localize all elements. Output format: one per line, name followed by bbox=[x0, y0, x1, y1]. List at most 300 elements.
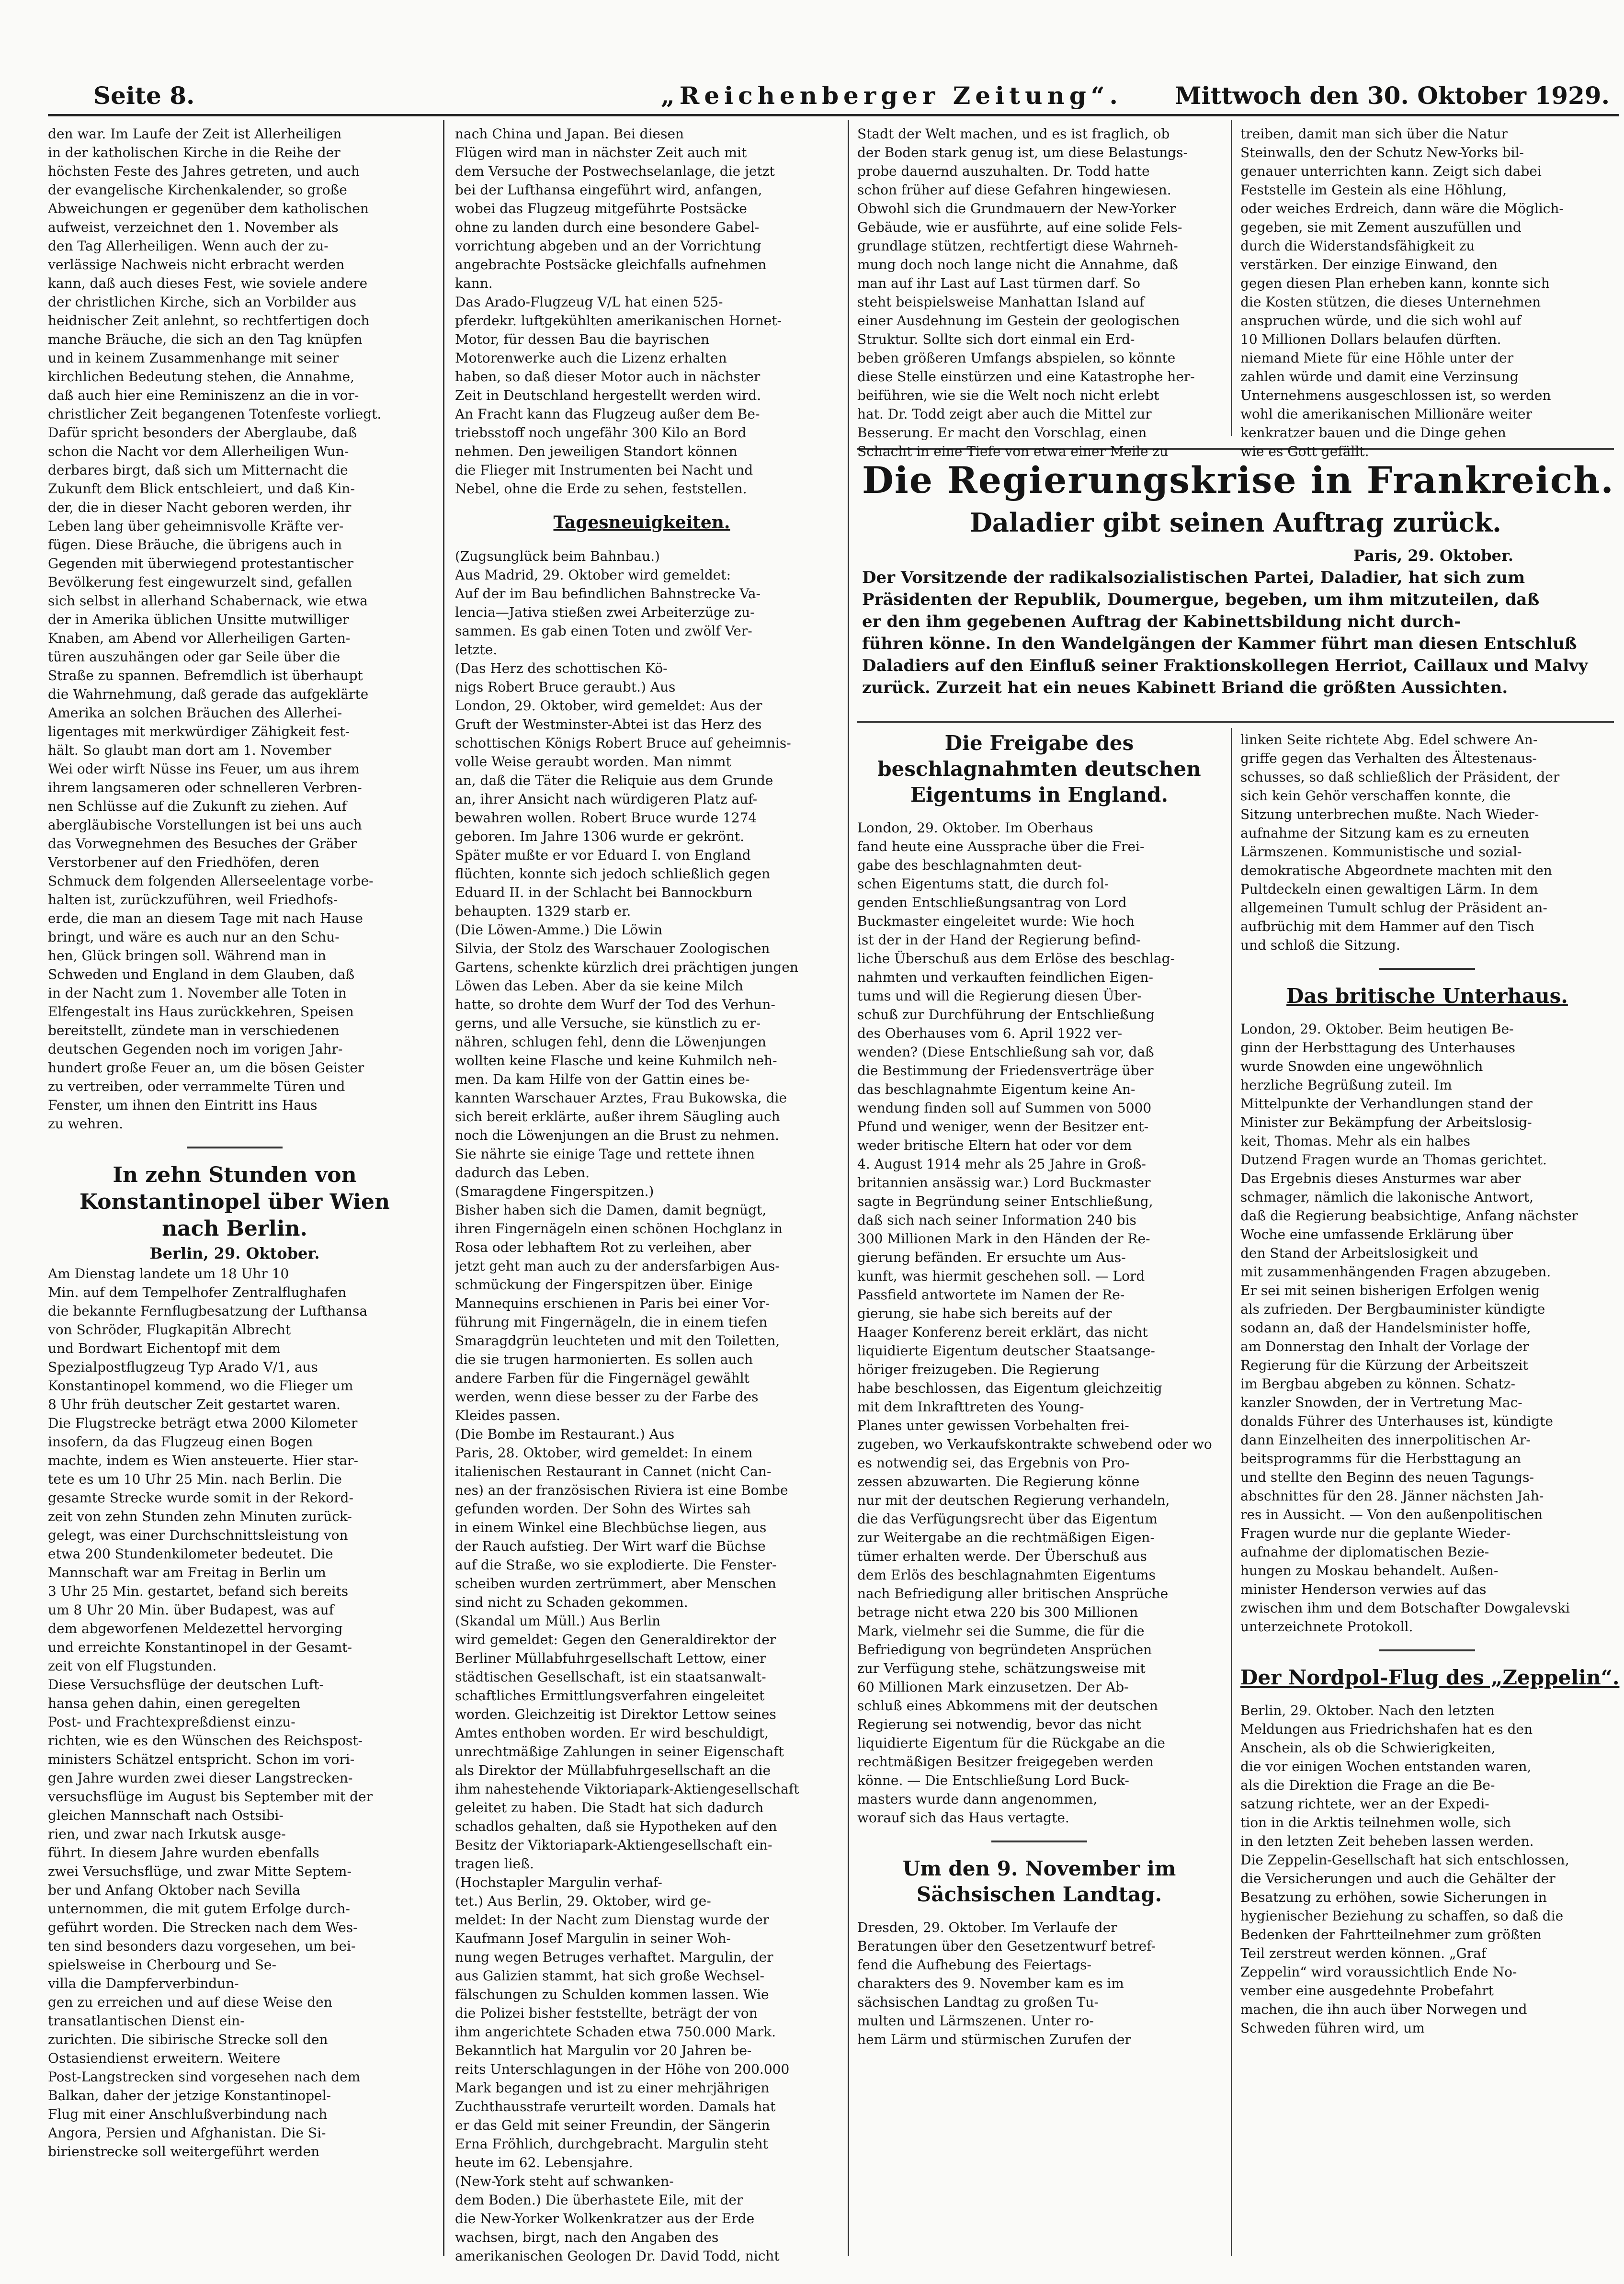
text-line: minister Henderson verwies auf das bbox=[1240, 1581, 1487, 1597]
text-line: im Bergbau abgeben zu können. Schatz- bbox=[1240, 1376, 1515, 1392]
text-line: halten ist, zurückzuführen, weil Friedhofs- bbox=[48, 892, 338, 908]
text-line: fend die Aufhebung des Feiertags- bbox=[857, 1957, 1092, 1973]
text-line: oder weiches Erdreich, dann wäre die Möglich- bbox=[1240, 201, 1564, 216]
text-line: derbares birgt, daß sich um Mitternacht die bbox=[48, 462, 348, 478]
article-title: Das britische Unterhaus. bbox=[1286, 984, 1568, 1008]
text-line: gierung befänden. Er ersuchte um Aus- bbox=[857, 1250, 1126, 1265]
text-line: kann, daß auch dieses Fest, wie soviele andere bbox=[48, 275, 368, 291]
text-line: schmager, nämlich die lakonische Antwort, bbox=[1240, 1189, 1533, 1205]
text-line: höriger freizugeben. Die Regierung bbox=[857, 1362, 1100, 1377]
text-line: abergläubische Vorstellungen ist bei uns auch bbox=[48, 817, 362, 833]
text-line: ligentages mit merkwürdiger Zähigkeit fest- bbox=[48, 724, 350, 739]
text-line: dem Boden.) Die überhastete Eile, mit der bbox=[455, 2192, 743, 2208]
text-line: herzliche Begrüßung zuteil. Im bbox=[1240, 1077, 1452, 1093]
text-line: keit, Thomas. Mehr als ein halbes bbox=[1240, 1133, 1471, 1149]
lead-line: führen könne. In den Wandelgängen der Kammer führt man diesen Entschluß bbox=[862, 634, 1577, 653]
text-line: Motor, für dessen Bau die bayrischen bbox=[455, 331, 710, 347]
frankreich-banner-article bbox=[862, 457, 1614, 699]
text-line: die New-Yorker Wolkenkratzer aus der Erde bbox=[455, 2211, 755, 2227]
text-line: zwei Versuchsflüge, und zwar Mitte Septem- bbox=[48, 1864, 352, 1879]
text-line: zu vertreiben, oder verrammelte Türen und bbox=[48, 1079, 345, 1094]
text-line: die vor einigen Wochen entstanden waren, bbox=[1240, 1759, 1532, 1774]
text-line: weder britische Eltern hat oder vor dem bbox=[857, 1137, 1132, 1153]
text-line: von Schröder, Flugkapitän Albrecht bbox=[48, 1322, 291, 1338]
text-line: der in Amerika üblichen Unsitte mutwilliger bbox=[48, 612, 349, 627]
text-line: reits Unterschlagungen in der Höhe von 200.000 bbox=[455, 2061, 790, 2077]
text-line: führung mit Fingernägeln, die in einem tiefen bbox=[455, 1314, 768, 1330]
text-line: Teil zerstreut werden können. „Graf bbox=[1240, 1945, 1487, 1961]
section-title: Tagesneuigkeiten. bbox=[553, 512, 730, 533]
text-line: die Wahrnehmung, daß gerade das aufgeklärte bbox=[48, 686, 369, 702]
text-line: niemand Miete für eine Höhle unter der bbox=[1240, 350, 1514, 366]
text-line: als die Direktion die Frage an die Be- bbox=[1240, 1777, 1495, 1793]
text-line: aufnahme der diplomatischen Bezie- bbox=[1240, 1544, 1489, 1560]
text-line: in einem Winkel eine Blechbüchse liegen, aus bbox=[455, 1520, 767, 1535]
banner-subtitle: Daladier gibt seinen Auftrag zurück. bbox=[970, 507, 1501, 538]
text-line: steht beispielsweise Manhattan Island auf bbox=[857, 294, 1145, 310]
text-line: man auf ihr Last auf Last türmen darf. So bbox=[857, 275, 1140, 291]
text-line: Woche eine umfassende Erklärung über bbox=[1240, 1227, 1513, 1242]
text-line: nen Schlüsse auf die Zukunft zu ziehen. Auf bbox=[48, 798, 347, 814]
text-line: genauer unterrichten kann. Zeigt sich dabei bbox=[1240, 163, 1542, 179]
text-line: Das Ergebnis dieses Ansturmes war aber bbox=[1240, 1170, 1521, 1186]
text-line: schadlos gehalten, daß sie Hypotheken auf den bbox=[455, 1818, 777, 1834]
text-line: daß die Regierung beabsichtige, Anfang nächster bbox=[1240, 1208, 1578, 1224]
text-line: behaupten. 1329 starb er. bbox=[455, 903, 631, 919]
text-line: Amerika an solchen Bräuchen des Allerhei- bbox=[48, 705, 342, 721]
text-line: schmückung der Fingerspitzen über. Einige bbox=[455, 1277, 753, 1293]
text-line: fälschungen zu Schulden kommen lassen. Wie bbox=[455, 1987, 769, 2002]
text-line: Pfund und weniger, wenn der Besitzer ent- bbox=[857, 1119, 1149, 1135]
text-line: 60 Millionen Mark einzusetzen. Der Ab- bbox=[857, 1679, 1129, 1695]
text-line: Straße zu spannen. Befremdlich ist überhaupt bbox=[48, 668, 363, 683]
text-line: christlicher Zeit begangenen Totenfeste vorliegt. bbox=[48, 406, 382, 422]
text-line: die Polizei bisher feststellte, beträgt der von bbox=[455, 2005, 758, 2021]
text-line: gesamte Strecke wurde somit in der Rekord- bbox=[48, 1490, 353, 1506]
text-line: und schloß die Sitzung. bbox=[1240, 937, 1400, 953]
text-line: dem abgeworfenen Meldezettel hervorging bbox=[48, 1621, 343, 1636]
text-line: (Skandal um Müll.) Aus Berlin bbox=[455, 1613, 661, 1629]
text-line: des Oberhauses vom 6. April 1922 ver- bbox=[857, 1025, 1123, 1041]
text-line: die sie trugen harmonierten. Es sollen auch bbox=[455, 1352, 753, 1367]
text-line: nung wegen Betruges verhaftet. Margulin, der bbox=[455, 1949, 773, 1965]
text-line: Amtes enthoben worden. Er wird beschuldigt, bbox=[455, 1725, 769, 1741]
text-line: die Bestimmung der Friedensverträge über bbox=[857, 1063, 1154, 1079]
text-line: Smaragdgrün leuchteten und mit den Toiletten, bbox=[455, 1333, 780, 1349]
text-line: grundlage stützen, rechtfertigt diese Wahrneh- bbox=[857, 238, 1178, 254]
text-line: treiben, damit man sich über die Natur bbox=[1240, 126, 1508, 142]
text-line: Regierung für die Kürzung der Arbeitszeit bbox=[1240, 1357, 1528, 1373]
text-line: führt. In diesem Jahre wurden ebenfalls bbox=[48, 1845, 319, 1861]
text-line: Konstantinopel kommend, wo die Flieger um bbox=[48, 1378, 353, 1394]
text-line: 300 Millionen Mark in den Händen der Re- bbox=[857, 1231, 1150, 1247]
text-line: den Tag Allerheiligen. Wenn auch der zu- bbox=[48, 238, 329, 254]
text-line: Am Dienstag landete um 18 Uhr 10 bbox=[48, 1266, 289, 1282]
text-line: italienischen Restaurant in Cannet (nicht Can- bbox=[455, 1464, 772, 1479]
text-line: Rosa oder lebhaftem Rot zu verleihen, aber bbox=[455, 1239, 751, 1255]
text-line: nähren, schlugen fehl, denn die Löwenjungen bbox=[455, 1034, 766, 1050]
text-line: geboren. Im Jahre 1306 wurde er gekrönt. bbox=[455, 829, 745, 844]
text-line: linken Seite richtete Abg. Edel schwere An- bbox=[1240, 732, 1538, 748]
text-line: nach Befriedigung aller britischen Ansprüche bbox=[857, 1586, 1169, 1602]
text-line: tion in die Arktis teilnehmen wolle, sich bbox=[1240, 1815, 1511, 1830]
text-line: betrage nicht etwa 220 bis 300 Millionen bbox=[857, 1604, 1138, 1620]
text-line: heidnischer Zeit anlehnt, so rechtfertigen doch bbox=[48, 313, 370, 329]
text-line: Lärmszenen. Kommunistische und sozial- bbox=[1240, 844, 1522, 860]
text-line: Min. auf dem Tempelhofer Zentralflughafen bbox=[48, 1284, 347, 1300]
text-line: schottischen Königs Robert Bruce auf geheimnis- bbox=[455, 735, 791, 751]
text-line: vorrichtung abgeben und an der Vorrichtung bbox=[455, 238, 761, 254]
text-line: schen Eigentums statt, die durch fol- bbox=[857, 876, 1109, 892]
text-line: vember eine ausgedehnte Probefahrt bbox=[1240, 1983, 1494, 1999]
text-line: 4. August 1914 mehr als 25 Jahre in Groß- bbox=[857, 1156, 1146, 1172]
text-line: nehmen. Den jeweiligen Standort können bbox=[455, 443, 738, 459]
text-line: Minister zur Bekämpfung der Arbeitslosig- bbox=[1240, 1114, 1532, 1130]
text-line: dem Erlös des beschlagnahmten Eigentums bbox=[857, 1567, 1156, 1583]
text-line: gabe des beschlagnahmten deut- bbox=[857, 857, 1082, 873]
text-line: Elfengestalt ins Haus zurückkehren, Speisen bbox=[48, 1004, 354, 1020]
text-line: Zuchthausstrafe verurteilt worden. Damals hat bbox=[455, 2099, 776, 2114]
text-line: Mittelpunkte der Verhandlungen stand der bbox=[1240, 1096, 1533, 1112]
text-line: ten sind besonders dazu vorgesehen, um bei- bbox=[48, 1938, 356, 1954]
page-number: Seite 8. bbox=[93, 81, 195, 110]
text-line: wohl die amerikanischen Millionäre weiter bbox=[1240, 406, 1533, 422]
text-line: Planes unter gewissen Vorbehalten frei- bbox=[857, 1418, 1129, 1433]
text-line: schaftliches Ermittlungsverfahren eingeleitet bbox=[455, 1688, 765, 1704]
text-line: Gartens, schenkte kürzlich drei prächtigen jungen bbox=[455, 959, 798, 975]
text-line: Angora, Persien und Afghanistan. Die Si- bbox=[48, 2125, 326, 2141]
text-line: daß auch hier eine Reminiszenz an die in vor- bbox=[48, 387, 359, 403]
text-line: Kaufmann Josef Margulin in seiner Woh- bbox=[455, 1931, 731, 1946]
text-line: ihrem langsameren oder schnelleren Verbren- bbox=[48, 780, 362, 795]
text-line: Mark, vielmehr sei die Summe, die für die bbox=[857, 1623, 1145, 1639]
banner-headline: Die Regierungskrise in Frankreich. bbox=[862, 459, 1614, 501]
text-line: ginn der Herbsttagung des Unterhauses bbox=[1240, 1040, 1515, 1056]
text-line: hat. Dr. Todd zeigt aber auch die Mittel zur bbox=[857, 406, 1152, 422]
lead-line: Präsidenten der Republik, Doumergue, begeben, um ihm mitzuteilen, daß bbox=[862, 590, 1540, 609]
text-line: Leben lang über geheimnisvolle Kräfte ver- bbox=[48, 518, 344, 534]
text-line: den war. Im Laufe der Zeit ist Allerheiligen bbox=[48, 126, 342, 142]
text-line: gelegt, was einer Durchschnittsleistung von bbox=[48, 1527, 348, 1543]
text-line: unterzeichnete Protokoll. bbox=[1240, 1619, 1413, 1635]
text-line: An Fracht kann das Flugzeug außer dem Be- bbox=[455, 406, 760, 422]
text-line: probe dauernd auszuhalten. Dr. Todd hatte bbox=[857, 163, 1150, 179]
text-line: haben, so daß dieser Motor auch in nächster bbox=[455, 369, 761, 385]
text-line: griffe gegen das Verhalten des Ältestenaus- bbox=[1240, 750, 1537, 766]
text-line: Löwen das Leben. Aber da sie keine Milch bbox=[455, 978, 743, 994]
text-line: sich selbst in allerhand Schabernack, wie etwa bbox=[48, 593, 368, 609]
text-line: Besatzung zu erhöhen, sowie Sicherungen in bbox=[1240, 1889, 1547, 1905]
text-line: höchsten Feste des Jahres getreten, und auch bbox=[48, 163, 360, 179]
text-line: Bevölkerung fest eingewurzelt sind, gefallen bbox=[48, 574, 352, 590]
text-line: Flügen wird man in nächster Zeit auch mit bbox=[455, 145, 747, 160]
text-line: kunft, was hiermit geschehen soll. — Lord bbox=[857, 1268, 1145, 1284]
text-line: machen, die ihn auch über Norwegen und bbox=[1240, 2001, 1527, 2017]
text-line: Silvia, der Stolz des Warschauer Zoologischen bbox=[455, 941, 770, 956]
text-line: einer Ausdehnung im Gestein der geologischen bbox=[857, 313, 1180, 329]
text-line: erde, die man an diesem Tage mit nach Hause bbox=[48, 910, 363, 926]
text-line: beitsprogramms für die Herbsttagung an bbox=[1240, 1451, 1522, 1466]
header-rule bbox=[48, 114, 1619, 116]
text-line: insofern, da das Flugzeug einen Bogen bbox=[48, 1434, 313, 1450]
text-line: unternommen, die mit gutem Erfolge durch- bbox=[48, 1901, 350, 1917]
text-line: Schweden und England in dem Glauben, daß bbox=[48, 966, 355, 982]
text-line: in der katholischen Kirche in die Reihe der bbox=[48, 145, 341, 160]
text-line: diese Stelle einstürzen und eine Katastrophe her- bbox=[857, 369, 1195, 385]
text-line: Passfield antwortete im Namen der Re- bbox=[857, 1287, 1125, 1303]
text-line: verstärken. Der einzige Einwand, den bbox=[1240, 257, 1498, 273]
text-line: gen zu erreichen und auf diese Weise den bbox=[48, 1994, 332, 2010]
article-title: In zehn Stunden von Konstantinopel über Wien nach Berlin. bbox=[79, 1163, 390, 1241]
text-line: gefunden worden. Der Sohn des Wirtes sah bbox=[455, 1501, 751, 1517]
text-line: aufnahme der Sitzung kam es zu erneuten bbox=[1240, 825, 1529, 841]
text-line: volle Weise geraubt worden. Man nimmt bbox=[455, 754, 731, 770]
text-line: Schacht in eine Tiefe von etwa einer Meile zu bbox=[857, 443, 1169, 459]
text-line: gleichen Mannschaft nach Ostsibi- bbox=[48, 1807, 284, 1823]
text-line: fügen. Diese Bräuche, die übrigens auch in bbox=[48, 537, 342, 553]
text-line: schuß zur Durchführung der Entschließung bbox=[857, 1007, 1155, 1023]
text-line: donalds Führer des Unterhauses ist, kündigte bbox=[1240, 1413, 1553, 1429]
text-line: triebsstoff noch ungefähr 300 Kilo an Bord bbox=[455, 425, 747, 441]
text-line: wie es Gott gefällt. bbox=[1240, 443, 1369, 459]
text-line: schon früher auf diese Gefahren hingewiesen. bbox=[857, 182, 1171, 198]
text-line: kenkratzer bauen und die Dinge gehen bbox=[1240, 425, 1506, 441]
text-line: Berliner Müllabfuhrgesellschaft Lettow, einer bbox=[455, 1650, 766, 1666]
text-line: Mannequins erschienen in Paris bei einer Vor- bbox=[455, 1295, 770, 1311]
text-line: Bekanntlich hat Margulin vor 20 Jahren be- bbox=[455, 2043, 752, 2058]
allerheiligen-article bbox=[48, 125, 421, 1133]
text-line: Eduard II. in der Schlacht bei Bannockburn bbox=[455, 885, 752, 900]
text-line: zeit von zehn Stunden zehn Minuten zurück- bbox=[48, 1509, 352, 1524]
text-line: angebrachte Postsäcke gleichfalls aufnehmen bbox=[455, 257, 767, 273]
text-line: anspruchen würde, und die sich wohl auf bbox=[1240, 313, 1522, 329]
text-line: in den letzten Zeit beheben lassen werden. bbox=[1240, 1833, 1534, 1849]
text-line: worauf sich das Haus vertagte. bbox=[857, 1810, 1069, 1826]
text-line: multen und Lärmszenen. Unter ro- bbox=[857, 2013, 1094, 2029]
text-line: 3 Uhr 25 Min. gestartet, befand sich bereits bbox=[48, 1583, 349, 1599]
text-line: mit zusammenhängenden Fragen abzugeben. bbox=[1240, 1264, 1551, 1280]
article-separator bbox=[1379, 1649, 1475, 1651]
text-line: durch die Widerstandsfähigkeit zu bbox=[1240, 238, 1475, 254]
text-line: Auf der im Bau befindlichen Bahnstrecke Va- bbox=[455, 586, 761, 602]
text-line: unrechtmäßige Zahlungen in seiner Eigenschaft bbox=[455, 1744, 784, 1760]
text-line: demokratische Abgeordnete machten mit den bbox=[1240, 863, 1552, 878]
article-separator bbox=[991, 1841, 1087, 1842]
text-line: Kleides passen. bbox=[455, 1408, 561, 1423]
text-line: Abweichungen er gegenüber dem katholischen bbox=[48, 201, 369, 216]
text-line: kanzler Snowden, der in Vertretung Mac- bbox=[1240, 1395, 1522, 1410]
text-line: bereitstellt, zündete man in verschiedenen bbox=[48, 1023, 340, 1038]
text-line: und in keinem Zusammenhange mit seiner bbox=[48, 350, 339, 366]
text-line: zwischen ihm und dem Botschafter Dowgalevski bbox=[1240, 1600, 1570, 1616]
text-line: Fenster, um ihnen den Eintritt ins Haus bbox=[48, 1097, 318, 1113]
text-line: Pultdeckeln einen gewaltigen Lärm. In dem bbox=[1240, 881, 1538, 897]
text-line: die das Verfügungsrecht über das Eigentum bbox=[857, 1511, 1158, 1527]
text-line: Dafür spricht besonders der Aberglaube, daß bbox=[48, 425, 357, 441]
column-3-top bbox=[857, 125, 1221, 461]
text-line: kirchlichen Bedeutung stehen, die Annahme, bbox=[48, 369, 354, 385]
text-line: schusses, so daß schließlich der Präsident, der bbox=[1240, 769, 1560, 785]
text-line: Steinwalls, den der Schutz New-Yorks bil- bbox=[1240, 145, 1524, 160]
text-line: res in Aussicht. — Von den außenpolitischen bbox=[1240, 1507, 1543, 1523]
text-line: hatte, so drohte dem Wurf der Tod des Verhun- bbox=[455, 997, 775, 1012]
newspaper-name: „Reichenberger Zeitung“. bbox=[661, 81, 1123, 110]
text-line: scheiben wurden zertrümmert, aber Menschen bbox=[455, 1576, 776, 1591]
text-line: auf die Straße, wo sie explodierte. Die Fenster- bbox=[455, 1557, 777, 1573]
column-1 bbox=[48, 125, 421, 2161]
text-line: rien, und zwar nach Irkutsk ausge- bbox=[48, 1826, 286, 1842]
text-line: beiführen, wie sie die Welt noch nicht erlebt bbox=[857, 387, 1159, 403]
text-line: Verstorbener auf den Friedhöfen, deren bbox=[48, 854, 319, 870]
text-line: er das Geld mit seiner Freundin, der Sängerin bbox=[455, 2117, 770, 2133]
lead-line: Der Vorsitzende der radikalsozialistischen Partei, Daladier, hat sich zum bbox=[862, 568, 1525, 587]
text-line: habe beschlossen, das Eigentum gleichzeitig bbox=[857, 1380, 1162, 1396]
text-line: der Boden stark genug ist, um diese Belastungs- bbox=[857, 145, 1188, 160]
lead-line: Daladiers auf den Einfluß seiner Fraktionskollegen Herriot, Caillaux und Malvy bbox=[862, 656, 1588, 675]
text-line: Besitz der Viktoriapark-Aktiengesellschaft ein- bbox=[455, 1837, 772, 1853]
text-line: der evangelische Kirchenkalender, so große bbox=[48, 182, 347, 198]
text-line: als zufrieden. Der Bergbauminister kündigte bbox=[1240, 1301, 1545, 1317]
text-line: (Smaragdene Fingerspitzen.) bbox=[455, 1183, 654, 1199]
text-line: Bisher haben sich die Damen, damit begnügt, bbox=[455, 1202, 767, 1218]
text-line: etwa 200 Stundenkilometer bedeutet. Die bbox=[48, 1546, 333, 1562]
text-line: 10 Millionen Dollars belaufen dürften. bbox=[1240, 331, 1501, 347]
text-line: Später mußte er vor Eduard I. von England bbox=[455, 847, 751, 863]
text-line: Mark begangen und ist zu einer mehrjährigen bbox=[455, 2080, 770, 2096]
text-line: Zukunft dem Blick entschleiert, und daß Kin- bbox=[48, 481, 355, 497]
text-line: nigs Robert Bruce geraubt.) Aus bbox=[455, 679, 676, 695]
text-line: Regierung sei notwendig, bevor das nicht bbox=[857, 1716, 1141, 1732]
text-line: Haager Konferenz bereit erklärt, das nicht bbox=[857, 1324, 1148, 1340]
text-line: men. Da kam Hilfe von der Gattin eines be- bbox=[455, 1071, 750, 1087]
text-line: liquidierte Eigentum für die Rückgabe an die bbox=[857, 1735, 1165, 1751]
text-line: hungen zu Moskau behandelt. Außen- bbox=[1240, 1563, 1499, 1579]
text-line: an, daß die Täter die Reliquie aus dem Grunde bbox=[455, 773, 773, 788]
column-divider bbox=[848, 120, 849, 2256]
text-line: geführt worden. Die Strecken nach dem Wes- bbox=[48, 1920, 358, 1935]
column-divider bbox=[443, 120, 444, 2256]
text-line: und Bordwart Eichentopf mit dem bbox=[48, 1341, 281, 1356]
text-line: sind nicht zu Schaden gekommen. bbox=[455, 1594, 688, 1610]
text-line: liche Überschuß aus dem Erlöse des beschlag- bbox=[857, 951, 1175, 966]
text-line: Motorenwerke auch die Lizenz erhalten bbox=[455, 350, 727, 366]
text-line: zur Verfügung stehe, schätzungsweise mit bbox=[857, 1660, 1146, 1676]
column-3-lower bbox=[857, 730, 1221, 2049]
text-line: ohne zu landen durch eine besondere Gabel- bbox=[455, 219, 760, 235]
text-line: Diese Versuchsflüge der deutschen Luft- bbox=[48, 1677, 324, 1693]
text-line: nes) an der französischen Riviera ist eine Bombe bbox=[455, 1482, 788, 1498]
text-line: ber und Anfang Oktober nach Sevilla bbox=[48, 1882, 301, 1898]
text-line: nahmten und verkauften feindlichen Eigen- bbox=[857, 969, 1153, 985]
text-line: Sitzung unterbrechen mußte. Nach Wieder- bbox=[1240, 807, 1539, 822]
text-line: flüchten, konnte sich jedoch schließlich gegen bbox=[455, 866, 771, 882]
text-line: Gegenden mit überwiegend protestantischer bbox=[48, 556, 353, 571]
text-line: gen Jahre wurden zwei dieser Langstrecken- bbox=[48, 1770, 353, 1786]
text-line: Mannschaft war am Freitag in Berlin um bbox=[48, 1565, 326, 1580]
text-line: Feststelle im Gestein als eine Höhlung, bbox=[1240, 182, 1507, 198]
text-line: kann. bbox=[455, 275, 493, 291]
text-line: letzte. bbox=[455, 642, 498, 658]
text-line: die Kosten stützen, die dieses Unternehmen bbox=[1240, 294, 1541, 310]
text-line: nach China und Japan. Bei diesen bbox=[455, 126, 684, 142]
text-line: deutschen Gegenden noch im vorigen Jahr- bbox=[48, 1041, 343, 1057]
text-line: und erreichte Konstantinopel in der Gesamt- bbox=[48, 1639, 352, 1655]
text-line: zeit von elf Flugstunden. bbox=[48, 1658, 217, 1674]
text-line: London, 29. Oktober, wird gemeldet: Aus der bbox=[455, 698, 762, 714]
text-line: hen, Glück bringen soll. Während man in bbox=[48, 948, 327, 964]
dateline: Paris, 29. Oktober. bbox=[1353, 546, 1513, 565]
text-line: das beschlagnahmte Eigentum keine An- bbox=[857, 1081, 1136, 1097]
text-line: tragen ließ. bbox=[455, 1856, 534, 1872]
text-line: Struktur. Sollte sich dort einmal ein Erd- bbox=[857, 331, 1135, 347]
column-2 bbox=[455, 125, 829, 2265]
text-line: kannten Warschauer Arztes, Frau Bukowska, die bbox=[455, 1090, 787, 1106]
text-line: zur Weitergabe an die rechtmäßigen Eigen- bbox=[857, 1530, 1155, 1545]
text-line: wurde Snowden eine ungewöhnlich bbox=[1240, 1058, 1483, 1074]
text-line: mung doch noch lange nicht die Annahme, daß bbox=[857, 257, 1178, 273]
text-line: Schmuck dem folgenden Allerseelentage vorbe- bbox=[48, 873, 374, 889]
text-line: britannien ansässig war.) Lord Buckmaster bbox=[857, 1175, 1151, 1191]
text-line: wendung finden soll auf Summen von 5000 bbox=[857, 1100, 1152, 1116]
text-line: tums und will die Regierung diesen Über- bbox=[857, 988, 1142, 1004]
text-line: am Donnerstag den Inhalt der Vorlage der bbox=[1240, 1339, 1529, 1354]
text-line: Buckmaster eingeleitet wurde: Wie hoch bbox=[857, 913, 1135, 929]
text-line: Balkan, daher der jetzige Konstantinopel- bbox=[48, 2088, 331, 2103]
text-line: sammen. Es gab einen Toten und zwölf Ver- bbox=[455, 623, 752, 639]
text-line: pferdekr. luftgekühlten amerikanischen Hornet- bbox=[455, 313, 782, 329]
text-line: geleitet zu haben. Die Stadt hat sich dadurch bbox=[455, 1800, 764, 1816]
text-line: hem Lärm und stürmischen Zurufen der bbox=[857, 2032, 1131, 2047]
column-divider bbox=[1231, 120, 1232, 436]
text-line: hundert große Feuer an, um die bösen Geister bbox=[48, 1060, 364, 1076]
text-line: mit dem Inkrafttreten des Young- bbox=[857, 1399, 1084, 1415]
text-line: London, 29. Oktober. Beim heutigen Be- bbox=[1240, 1021, 1514, 1037]
column-4-lower bbox=[1240, 730, 1620, 2037]
text-line: städtischen Gesellschaft, ist ein staatsanwalt- bbox=[455, 1669, 766, 1685]
text-line: Fragen wurde nur die geplante Wieder- bbox=[1240, 1525, 1511, 1541]
text-line: Stadt der Welt machen, und es ist fraglich, ob bbox=[857, 126, 1170, 142]
text-line: schluß eines Abkommens mit der deutschen bbox=[857, 1698, 1158, 1714]
text-line: ist der in der Hand der Regierung befind- bbox=[857, 932, 1141, 948]
text-line: wenden? (Diese Entschließung sah vor, daß bbox=[857, 1044, 1154, 1060]
text-line: Gebäude, wie er ausführte, auf eine solide Fels- bbox=[857, 219, 1182, 235]
text-line: als Direktor der Müllabfuhrgesellschaft an die bbox=[455, 1762, 771, 1778]
text-line: gerns, und alle Versuche, sie künstlich zu er- bbox=[455, 1015, 761, 1031]
text-line: (Die Löwen-Amme.) Die Löwin bbox=[455, 922, 663, 938]
lead-line: zurück. Zurzeit hat ein neues Kabinett Briand die größten Aussichten. bbox=[862, 678, 1508, 697]
text-line: sächsischen Landtag zu großen Tu- bbox=[857, 1994, 1099, 2010]
text-line: andere Farben für die Fingernägel gewählt bbox=[455, 1370, 750, 1386]
text-line: die Flieger mit Instrumenten bei Nacht und bbox=[455, 462, 753, 478]
text-line: rechtmäßigen Besitzer freigegeben werden bbox=[857, 1754, 1154, 1770]
text-line: jetzt geht man auch zu der andersfarbigen Aus- bbox=[455, 1258, 780, 1274]
text-line: hält. So glaubt man dort am 1. November bbox=[48, 742, 331, 758]
text-line: ministers Schätzel entspricht. Schon im vori- bbox=[48, 1751, 355, 1767]
text-line: amerikanischen Geologen Dr. David Todd, nicht bbox=[455, 2248, 780, 2264]
text-line: wachsen, birgt, nach den Angaben des bbox=[455, 2229, 719, 2245]
text-line: dem Versuche der Postwechselanlage, die jetzt bbox=[455, 163, 775, 179]
text-line: liquidierte Eigentum deutscher Staatsange- bbox=[857, 1343, 1155, 1359]
dateline: Berlin, 29. Oktober. bbox=[149, 1244, 320, 1262]
text-line: bewahren wollen. Robert Bruce wurde 1274 bbox=[455, 810, 757, 826]
text-line: (Zugsunglück beim Bahnbau.) bbox=[455, 548, 660, 564]
text-line: ihren Fingernägeln einen schönen Hochglanz in bbox=[455, 1221, 783, 1237]
text-line: tümer erhalten werde. Der Überschuß aus bbox=[857, 1548, 1147, 1564]
text-line: Unternehmens ausgeschlossen ist, so werden bbox=[1240, 387, 1551, 403]
text-line: Spezialpostflugzeug Typ Arado V/1, aus bbox=[48, 1359, 318, 1375]
text-line: (Die Bombe im Restaurant.) Aus bbox=[455, 1426, 675, 1442]
text-line: wird gemeldet: Gegen den Generaldirektor der bbox=[455, 1632, 776, 1648]
